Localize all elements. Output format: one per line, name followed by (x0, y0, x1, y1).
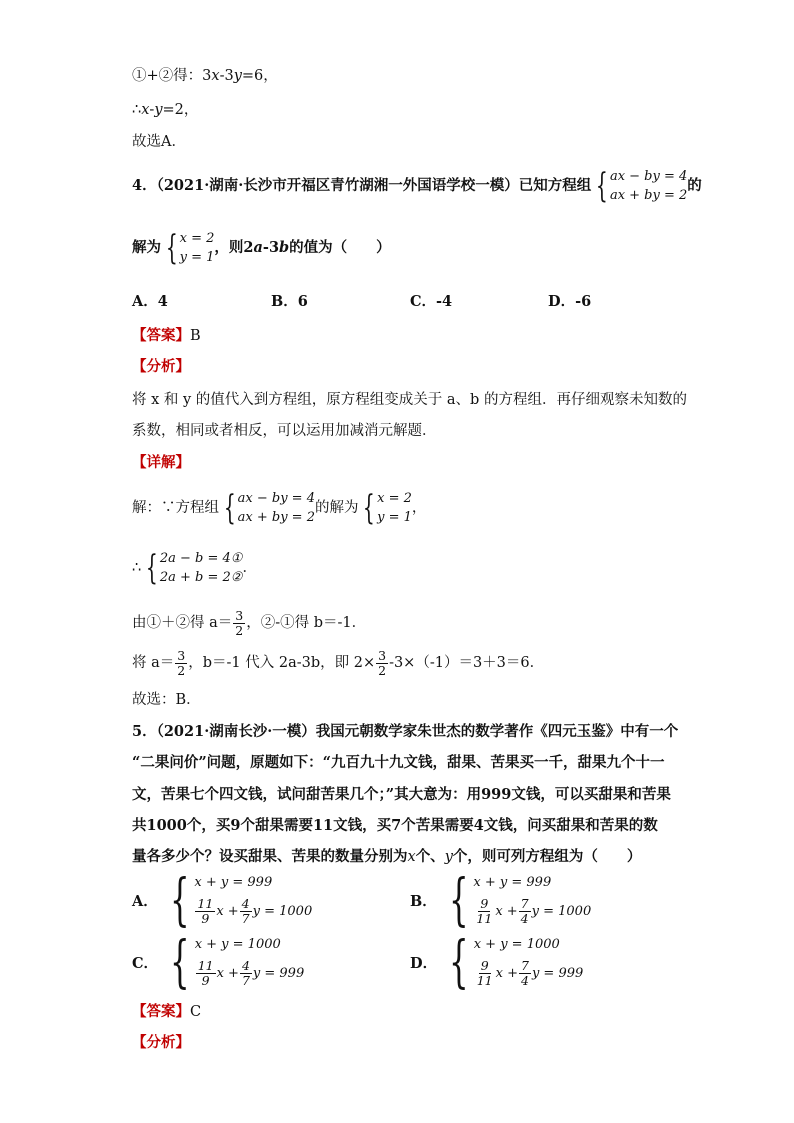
q4-detail-choice: 故选：B． (132, 692, 201, 708)
q4-analysis-text-2: 系数，相同或者相反，可以运用加减消元解题． (132, 423, 437, 439)
q5-answer: 【答案】C (132, 1003, 202, 1020)
q5-stem-line5: 量各多少个？设买甜果、苦果的数量分别为x个、y个，则可列方程组为（ ） (132, 848, 642, 865)
solution-choice: 故选A． (132, 134, 186, 150)
q5-stem-line2: “二果问价”问题，原题如下：“九百九十九文钱，甜果、苦果买一千，甜果九个十一 (132, 754, 665, 771)
q4-detail-line3: 由①＋②得 a＝ $\frac{3}{2}$ ，②-①得 b＝-1． (132, 607, 367, 638)
q4-detail-heading: 【详解】 (132, 454, 190, 471)
solution-line-result: ∴x-y=2， (132, 102, 199, 118)
q5-stem-line1: 5．（2021·湖南长沙·一模）我国元朝数学家朱世杰的数学著作《四元玉鉴》中有一个 (132, 723, 679, 740)
q4-option-a: A．4 (132, 293, 168, 310)
q4-stem-line2: 解为 { x = 2 y = 1 ，则2a-3b的值为（ ） (132, 228, 391, 268)
q4-detail-line2: ∴ { 2a − b = 4① 2a + b = 2② ． (132, 548, 257, 588)
q5-analysis-heading: 【分析】 (132, 1034, 190, 1051)
q5-option-b: B． { x + y = 999 $\frac{9}{11}$ x + $\frac{7}{4}$ y = 1000 (410, 867, 592, 933)
q4-answer: 【答案】B (132, 327, 201, 344)
q4-option-b: B．6 (271, 293, 308, 310)
q4-detail-line1: 解：∵方程组 { ax − by = 4 ax + by = 2 的解为 { x = 2 y = 1 ， (132, 488, 427, 528)
q4-detail-line4: 将 a＝ $\frac{3}{2}$ ，b＝-1 代入 2a-3b，即 2× $\frac{3}{2}$ -3×（-1）＝3＋3＝6． (132, 647, 545, 678)
q4-option-d: D．-6 (548, 293, 592, 310)
q5-option-c: C． { x + y = 1000 $\frac{11}{9}$ x + $\frac{4}{7}$ y = 999 (132, 929, 305, 995)
q5-stem-line3: 文，苦果七个四文钱，试问甜苦果几个；”其大意为：用999文钱，可以买甜果和苦果 (132, 786, 671, 803)
q4-analysis-heading: 【分析】 (132, 358, 190, 375)
q4-option-c: C．-4 (410, 293, 453, 310)
q5-option-d: D． { x + y = 1000 $\frac{9}{11}$ x + $\frac{7}{4}$ y = 999 (410, 929, 584, 995)
q5-option-a: A． { x + y = 999 $\frac{11}{9}$ x + $\frac{4}{7}$ y = 1000 (132, 867, 313, 933)
solution-line-sum: ①+②得：3x-3y=6， (132, 68, 278, 84)
q4-analysis-text-1: 将 x 和 y 的值代入到方程组，原方程组变成关于 a、b 的方程组．再仔细观察未知数的 (132, 392, 687, 408)
q4-stem-line1: 4．（2021·湖南·长沙市开福区青竹湖湘一外国语学校一模）已知方程组 { ax − by = 4 ax + by = 2 的 (132, 166, 702, 206)
q5-stem-line4: 共1000个，买9个甜果需要11文钱，买7个苦果需要4文钱，问买甜果和苦果的数 (132, 817, 658, 834)
